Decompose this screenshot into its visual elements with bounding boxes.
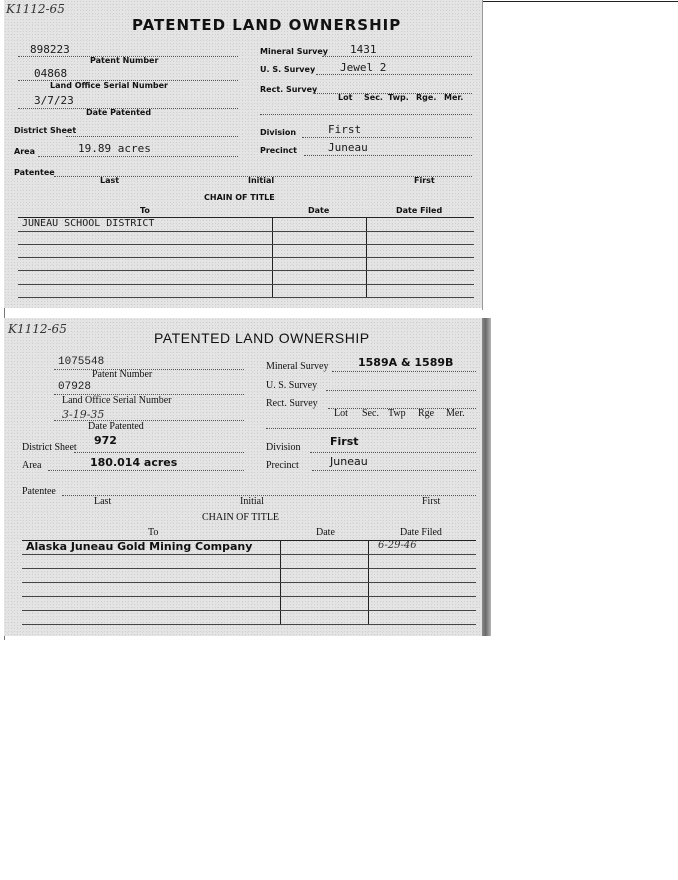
name-col-last: Last	[94, 496, 112, 507]
chain-row-to: Alaska Juneau Gold Mining Company	[26, 540, 253, 553]
patentee-label: Patentee	[14, 168, 55, 177]
chain-title: CHAIN OF TITLE	[202, 512, 280, 523]
mineral-survey-value: 1431	[350, 43, 377, 56]
card-edge-shadow	[482, 318, 491, 636]
chain-header-date: Date	[316, 527, 335, 538]
district-sheet-label: District Sheet	[22, 442, 77, 453]
date-patented-label: Date Patented	[88, 421, 144, 432]
chain-row-to: JUNEAU SCHOOL DISTRICT	[22, 218, 155, 229]
chain-row-filed: 6-29-46	[378, 540, 417, 551]
chain-title: CHAIN OF TITLE	[204, 193, 275, 202]
chain-header-to: To	[140, 206, 150, 215]
patent-number-value: 898223	[30, 43, 70, 56]
division-value: First	[328, 123, 362, 136]
date-patented-label: Date Patented	[86, 108, 152, 117]
date-patented-value: 3-19-35	[62, 408, 105, 421]
rect-col-mer: Mer.	[446, 408, 465, 419]
area-value: 180.014 acres	[90, 456, 178, 469]
mineral-survey-label: Mineral Survey	[266, 361, 329, 372]
rect-col-twp: Twp	[388, 408, 406, 419]
rect-col-twp: Twp.	[388, 93, 409, 102]
card-title: PATENTED LAND OWNERSHIP	[154, 330, 370, 346]
precinct-label: Precinct	[266, 460, 299, 471]
division-label: Division	[266, 442, 301, 453]
ownership-card-2	[4, 318, 482, 636]
card-title: PATENTED LAND OWNERSHIP	[132, 16, 402, 34]
rect-col-rge: Rge	[418, 408, 435, 419]
rect-survey-label: Rect. Survey	[260, 85, 318, 94]
rect-col-mer: Mer.	[444, 93, 464, 102]
district-sheet-value: 972	[94, 434, 117, 447]
chain-header-date: Date	[308, 206, 330, 215]
us-survey-label: U. S. Survey	[266, 380, 318, 391]
patent-number-label: Patent Number	[92, 369, 153, 380]
patentee-label: Patentee	[22, 486, 56, 497]
division-label: Division	[260, 128, 297, 137]
area-value: 19.89 acres	[78, 142, 151, 155]
rect-col-lot: Lot	[338, 93, 353, 102]
chain-header-date-filed: Date Filed	[396, 206, 443, 215]
date-patented-value: 3/7/23	[34, 94, 74, 107]
name-col-initial: Initial	[240, 496, 264, 507]
chain-header-date-filed: Date Filed	[400, 527, 442, 538]
rect-col-lot: Lot	[334, 408, 348, 419]
us-survey-value: Jewel 2	[340, 61, 387, 74]
chain-header-to: To	[148, 527, 159, 538]
mineral-survey-label: Mineral Survey	[260, 47, 328, 56]
serial-label: Land Office Serial Number	[50, 81, 169, 90]
precinct-value: Juneau	[328, 141, 368, 154]
precinct-value: Juneau	[330, 455, 368, 468]
us-survey-label: U. S. Survey	[260, 65, 316, 74]
name-col-initial: Initial	[248, 176, 275, 185]
rect-col-rge: Rge.	[416, 93, 437, 102]
serial-value: 07928	[58, 381, 92, 393]
name-col-last: Last	[100, 176, 120, 185]
name-col-first: First	[422, 496, 441, 507]
patent-number-value: 1075548	[58, 356, 105, 368]
area-label: Area	[14, 147, 35, 156]
mineral-survey-value: 1589A & 1589B	[358, 356, 454, 369]
division-value: First	[330, 435, 359, 448]
district-sheet-label: District Sheet	[14, 126, 77, 135]
rect-survey-label: Rect. Survey	[266, 398, 318, 409]
area-label: Area	[22, 460, 42, 471]
serial-value: 04868	[34, 67, 68, 80]
rect-col-sec: Sec.	[364, 93, 383, 102]
rect-col-sec: Sec.	[362, 408, 379, 419]
corner-note: K1112-65	[6, 2, 65, 16]
serial-label: Land Office Serial Number	[62, 395, 172, 406]
precinct-label: Precinct	[260, 146, 297, 155]
ownership-card-1	[4, 0, 482, 308]
corner-note: K1112-65	[8, 322, 67, 336]
name-col-first: First	[414, 176, 435, 185]
patent-number-label: Patent Number	[90, 56, 159, 65]
